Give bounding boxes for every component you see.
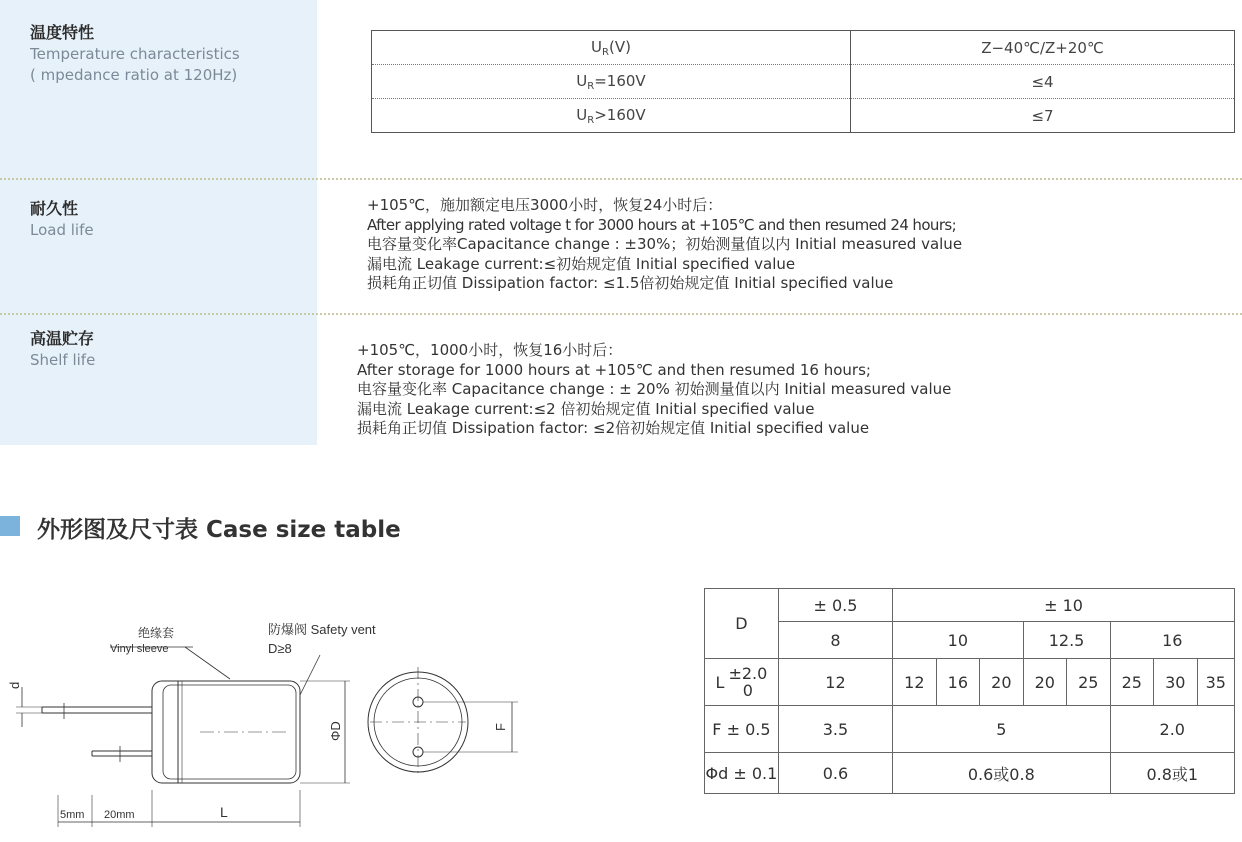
ur-label: U	[576, 105, 588, 124]
table-cell: Z−40℃/Z+20℃	[981, 38, 1104, 57]
table-cell: 12.5	[1023, 622, 1110, 659]
table-row	[705, 753, 1235, 794]
dim-5mm-label: 5mm	[60, 809, 85, 821]
table-cell: 8	[778, 622, 892, 659]
ur-unit: (V)	[608, 37, 631, 56]
text-line: 损耗角正切值 Dissipation factor: ≤2倍初始规定值 Initial specified value	[357, 419, 870, 437]
ur-subscript: R	[587, 114, 595, 126]
f-label: F	[493, 723, 508, 731]
vinyl-leader	[185, 647, 230, 679]
table-row	[705, 706, 1235, 753]
table-cell: 12	[778, 659, 892, 706]
table-cell: 35	[1197, 659, 1235, 706]
temperature-section-title	[30, 22, 240, 86]
temperature-title-zh: 温度特性	[30, 23, 95, 42]
divider	[0, 178, 1242, 180]
temperature-subtitle-en: ( mpedance ratio at 120Hz)	[30, 66, 238, 84]
table-cell: 20	[1023, 659, 1066, 706]
capacitor-dimension-drawing	[0, 595, 530, 835]
vinyl-label-zh: 绝缘套	[138, 626, 175, 640]
phid-label: ΦD	[328, 721, 343, 741]
table-cell: 10	[893, 622, 1023, 659]
shelf-life-title-zh: 高温贮存	[30, 329, 95, 348]
case-size-heading	[0, 511, 600, 541]
table-cell: 16	[936, 659, 979, 706]
l-header-cell	[705, 659, 779, 706]
text-line: 漏电流 Leakage current:≤2 倍初始规定值 Initial specified value	[357, 399, 815, 418]
case-size-table	[704, 588, 1235, 794]
text-line: +105℃，1000小时，恢复16小时后：	[357, 341, 623, 359]
ur-value: >160V	[594, 105, 646, 124]
heading-marker-icon	[0, 516, 20, 536]
ur-label: U	[591, 37, 603, 56]
tolerance-cell: ± 10	[893, 589, 1235, 622]
table-row	[705, 589, 1235, 622]
table-row	[372, 99, 1235, 133]
table-cell: 25	[1110, 659, 1153, 706]
l-tol-bottom: 0	[742, 681, 753, 700]
load-life-title-zh: 耐久性	[30, 199, 79, 218]
load-life-title-en: Load life	[30, 221, 94, 239]
vent-label: 防爆阀 Safety vent	[268, 622, 376, 637]
table-cell: 12	[893, 659, 936, 706]
table-cell: 30	[1154, 659, 1197, 706]
temperature-table	[371, 30, 1235, 133]
table-cell	[372, 99, 851, 133]
table-cell: 2.0	[1110, 706, 1234, 753]
load-life-section-title	[30, 198, 94, 241]
table-row	[372, 65, 1235, 99]
vent-leader	[300, 655, 320, 695]
l-label: L	[715, 672, 725, 692]
text-line: After storage for 1000 hours at +105℃ and then resumed 16 hours;	[357, 360, 871, 379]
load-life-text	[367, 196, 962, 294]
ur-subscript: R	[602, 46, 609, 58]
text-line: 电容量变化率 Capacitance change : ± 20% 初始测量值以内 Initial measured value	[357, 380, 952, 398]
l-tol-top: ±2.0	[728, 664, 768, 683]
ur-label: U	[576, 71, 588, 90]
table-cell	[372, 65, 851, 99]
vinyl-label-en: Vinyl sleeve	[110, 643, 169, 655]
l-tolerance	[728, 665, 767, 699]
dim-20mm-label: 20mm	[104, 809, 135, 821]
shelf-life-title-en: Shelf life	[30, 351, 96, 369]
case-size-title: 外形图及尺寸表 Case size table	[37, 517, 401, 543]
f-header-cell: F ± 0.5	[705, 706, 779, 753]
text-line: 电容量变化率Capacitance change : ±30%；初始测量值以内 Initial measured value	[367, 235, 963, 253]
d-label: d	[7, 681, 22, 689]
shelf-life-text	[357, 341, 951, 439]
d-header-cell: D	[705, 589, 779, 659]
table-cell	[372, 31, 851, 65]
table-cell: 16	[1110, 622, 1234, 659]
table-cell: ≤4	[851, 65, 1235, 99]
table-cell: 0.8或1	[1110, 753, 1234, 794]
text-line: After applying rated voltage t for 3000 hours at +105℃ and then resumed 24 hours;	[367, 215, 957, 234]
l-label: L	[220, 804, 228, 820]
table-row	[705, 622, 1235, 659]
temperature-table-header	[372, 31, 1235, 65]
table-cell: 3.5	[778, 706, 892, 753]
text-line: 漏电流 Leakage current:≤初始规定值 Initial specified value	[367, 254, 796, 273]
temperature-title-en: Temperature characteristics	[30, 45, 240, 63]
ur-value: =160V	[594, 71, 646, 90]
table-cell: 0.6或0.8	[893, 753, 1110, 794]
tolerance-cell: ± 0.5	[778, 589, 892, 622]
table-row	[705, 659, 1235, 706]
table-cell: 0.6	[778, 753, 892, 794]
divider	[0, 313, 1242, 315]
shelf-life-section-title	[30, 328, 95, 371]
table-cell: 20	[980, 659, 1023, 706]
table-cell: 5	[893, 706, 1110, 753]
phid-header-cell: Φd ± 0.1	[705, 753, 779, 794]
text-line: +105℃，施加额定电压3000小时，恢复24小时后：	[367, 196, 723, 214]
ur-subscript: R	[587, 80, 595, 92]
table-cell: 25	[1067, 659, 1110, 706]
vent-condition: D≥8	[268, 641, 292, 656]
text-line: 损耗角正切值 Dissipation factor: ≤1.5倍初始规定值 Initial specified value	[367, 274, 894, 292]
table-cell: ≤7	[851, 99, 1235, 133]
